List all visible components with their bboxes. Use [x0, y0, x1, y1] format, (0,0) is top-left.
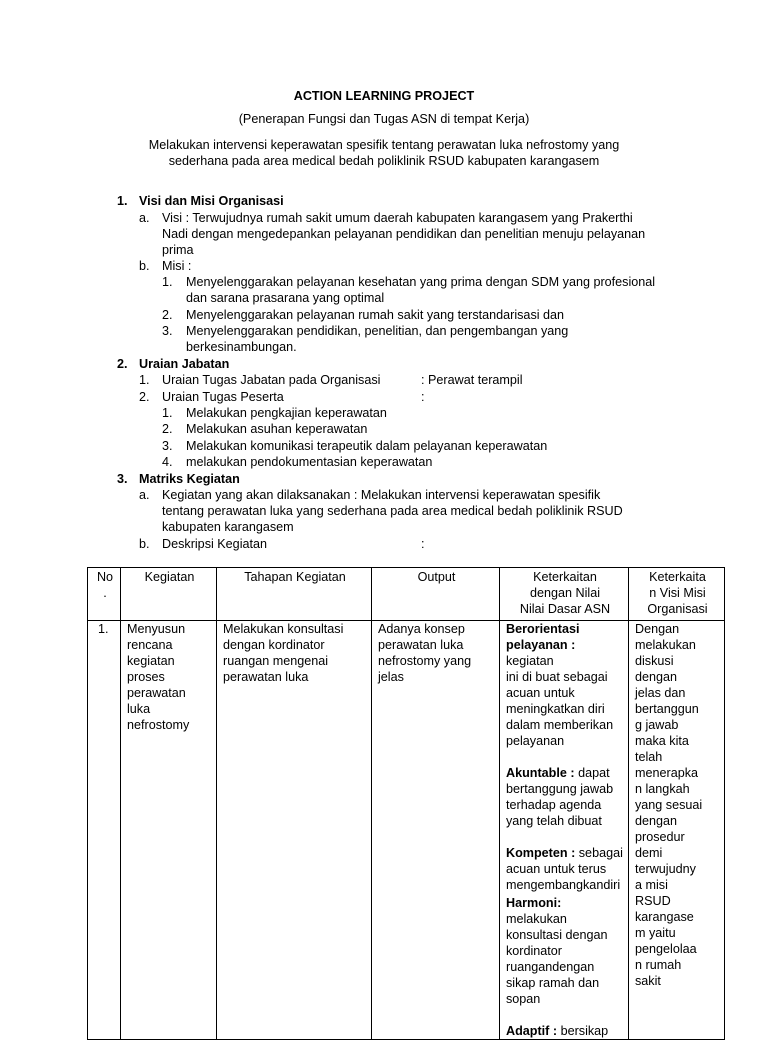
- row1-output: Adanya konsep perawatan luka nefrostomy yang jelas: [372, 621, 500, 1040]
- uraian-1-label: Uraian Tugas Jabatan pada Organisasi: [162, 373, 381, 387]
- visi-line-2: Nadi dengan mengedepankan pelayanan pendidikan dan penelitian menuju pelayanan: [162, 227, 646, 241]
- table-row: [88, 621, 725, 1040]
- document-title: ACTION LEARNING PROJECT: [293, 89, 475, 103]
- nilai-akuntable: Akuntable : dapat bertanggung jawab terhadap agenda yang telah dibuat: [506, 766, 614, 828]
- document-subtitle: (Penerapan Fungsi dan Tugas ASN di tempat Kerja): [238, 112, 530, 126]
- section2-title: Uraian Jabatan: [139, 357, 230, 371]
- table-header-row: [88, 568, 725, 621]
- visi-label: a.: [139, 211, 150, 225]
- topic-line-1: Melakukan intervensi keperawatan spesifik tentang perawatan luka nefrostomy yang: [148, 138, 620, 152]
- matrix-table: [87, 567, 725, 1040]
- tugas-4-number: 4.: [162, 455, 173, 469]
- header-output: Output: [372, 568, 500, 621]
- nilai-adaptif: Adaptif : bersikap: [506, 1024, 609, 1038]
- tugas-2: Melakukan asuhan keperawatan: [186, 422, 368, 436]
- nilai-harmoni: Harmoni: melakukan konsultasi dengan kordinator ruangandengan sikap ramah dan sopan: [506, 896, 608, 1006]
- nilai-berorientasi: Berorientasi pelayanan : kegiatan ini di buat sebagai acuan untuk meningkatkan diri dalam memberikan pelayanan: [506, 622, 614, 748]
- header-no: No .: [88, 568, 121, 621]
- misi-3-line-2: berkesinambungan.: [186, 340, 297, 354]
- tugas-3: Melakukan komunikasi terapeutik dalam pelayanan keperawatan: [186, 439, 548, 453]
- row1-visimisi: Dengan melakukan diskusi dengan jelas dan bertanggun g jawab maka kita telah menerapka n langkah yang sesuai dengan prosedur demi terwujudny a misi RSUD karangase m yaitu pengelolaa n rumah sakit: [629, 621, 725, 1040]
- deskripsi-label: Deskripsi Kegiatan: [162, 537, 267, 551]
- section3-number: 3.: [117, 472, 128, 486]
- header-kegiatan: Kegiatan: [121, 568, 217, 621]
- row1-nilai: [500, 621, 629, 1040]
- row1-kegiatan: Menyusun rencana kegiatan proses perawatan luka nefrostomy: [121, 621, 217, 1040]
- section2-number: 2.: [117, 357, 128, 371]
- kegiatan-letter: a.: [139, 488, 150, 502]
- uraian-1-value: : Perawat terampil: [421, 373, 523, 387]
- visi-line-1: Visi : Terwujudnya rumah sakit umum daerah kabupaten karangasem yang Prakerthi: [162, 211, 633, 225]
- uraian-2-label: Uraian Tugas Peserta: [162, 390, 284, 404]
- misi-3-line-1: Menyelenggarakan pendidikan, penelitian, dan pengembangan yang: [186, 324, 569, 338]
- nilai-kompeten: Kompeten : sebagai acuan untuk terus mengembangkandiri: [506, 846, 623, 892]
- misi-label: Misi :: [162, 259, 192, 273]
- visi-line-3: prima: [162, 243, 194, 257]
- kegiatan-line-1: Kegiatan yang akan dilaksanakan : Melakukan intervensi keperawatan spesifik: [162, 488, 601, 502]
- header-visimisi: Keterkaita n Visi Misi Organisasi: [629, 568, 725, 621]
- uraian-2-number: 2.: [139, 390, 150, 404]
- deskripsi-letter: b.: [139, 537, 150, 551]
- tugas-4: melakukan pendokumentasian keperawatan: [186, 455, 433, 469]
- kegiatan-line-2: tentang perawatan luka yang sederhana pada area medical bedah poliklinik RSUD: [162, 504, 623, 518]
- misi-3-number: 3.: [162, 324, 173, 338]
- misi-2: Menyelenggarakan pelayanan rumah sakit yang terstandarisasi dan: [186, 308, 565, 322]
- misi-2-number: 2.: [162, 308, 173, 322]
- tugas-1: Melakukan pengkajian keperawatan: [186, 406, 387, 420]
- row1-tahapan: Melakukan konsultasi dengan kordinator ruangan mengenai perawatan luka: [217, 621, 372, 1040]
- deskripsi-value: :: [421, 537, 425, 551]
- row1-no: 1.: [88, 621, 121, 1040]
- kegiatan-line-3: kabupaten karangasem: [162, 520, 294, 534]
- header-tahapan: Tahapan Kegiatan: [217, 568, 372, 621]
- misi-1-line-1: Menyelenggarakan pelayanan kesehatan yang prima dengan SDM yang profesional: [186, 275, 656, 289]
- misi-1-line-2: dan sarana prasarana yang optimal: [186, 291, 385, 305]
- tugas-2-number: 2.: [162, 422, 173, 436]
- topic-line-2: sederhana pada area medical bedah poliklinik RSUD kabupaten karangasem: [168, 154, 600, 168]
- uraian-1-number: 1.: [139, 373, 150, 387]
- header-nilai: Keterkaitan dengan Nilai Nilai Dasar ASN: [500, 568, 629, 621]
- misi-1-number: 1.: [162, 275, 173, 289]
- misi-letter: b.: [139, 259, 150, 273]
- section1-number: 1.: [117, 194, 128, 208]
- tugas-3-number: 3.: [162, 439, 173, 453]
- tugas-1-number: 1.: [162, 406, 173, 420]
- section3-title: Matriks Kegiatan: [139, 472, 240, 486]
- uraian-2-value: :: [421, 390, 425, 404]
- section1-title: Visi dan Misi Organisasi: [139, 194, 284, 208]
